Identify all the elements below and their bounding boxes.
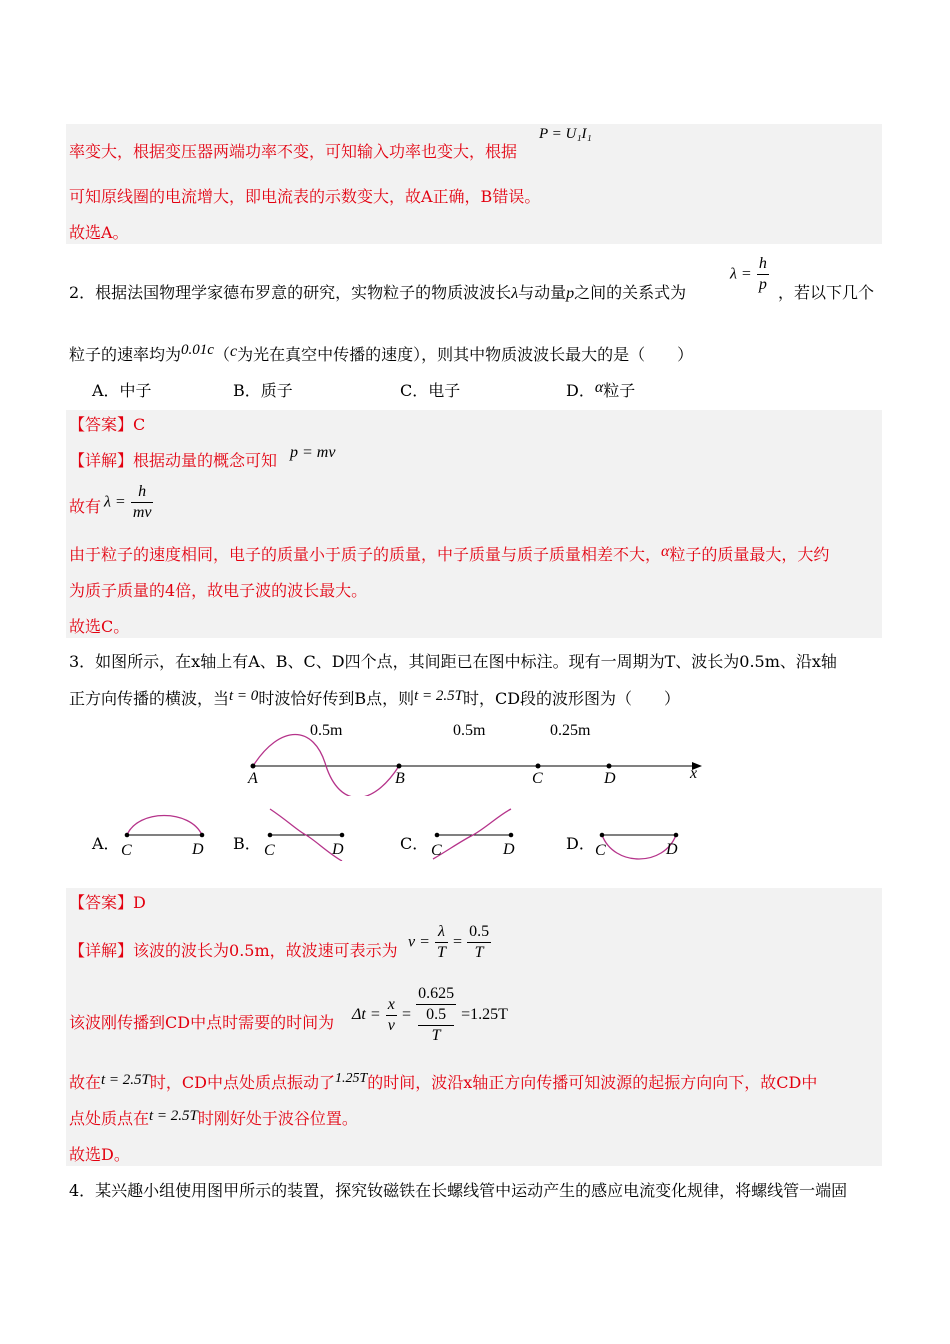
a2-lam-frac bbox=[131, 482, 154, 523]
svg-text:D: D bbox=[503, 841, 515, 858]
q2-option-a[interactable]: A．中子 bbox=[92, 381, 152, 400]
a3-dt-eq: = bbox=[401, 1006, 411, 1023]
q2-text2b: （ bbox=[213, 345, 230, 364]
q2-c: c bbox=[229, 343, 238, 360]
fig-dist-bc: 0.5m bbox=[453, 722, 486, 739]
a3-answer: 【答案】D bbox=[69, 893, 146, 912]
q2-speed: 0.01c bbox=[181, 342, 214, 358]
q2-text1d: ，若以下几个 bbox=[778, 283, 875, 302]
q3-option-c-diagram[interactable] bbox=[425, 805, 525, 861]
block1-formula: P = U₁I₁ bbox=[539, 126, 592, 142]
q2-option-b[interactable]: B．质子 bbox=[233, 381, 293, 400]
a2-answer: 【答案】C bbox=[69, 415, 146, 434]
fig-point-a bbox=[251, 764, 256, 769]
q3-line1: 3．如图所示，在x轴上有A、B、C、D四个点，其间距已在图中标注。现有一周期为T、波长为0.5m、沿x轴 bbox=[69, 652, 837, 671]
q2-p: p bbox=[566, 285, 575, 302]
q3-line2b: 时波恰好传到B点，则 bbox=[258, 689, 415, 708]
fig-label-x: x bbox=[690, 765, 698, 782]
fig-wave-curve bbox=[253, 735, 399, 797]
q3-option-a-diagram[interactable] bbox=[118, 805, 213, 861]
q3-wave-figure bbox=[240, 716, 710, 796]
a2-momentum: p = mv bbox=[290, 444, 336, 461]
q3-option-b-diagram[interactable] bbox=[258, 805, 353, 861]
q3-t0: t = 0 bbox=[229, 688, 259, 704]
fig-label-d: D bbox=[604, 770, 616, 787]
svg-text:D: D bbox=[332, 841, 344, 858]
fig-label-c: C bbox=[532, 770, 543, 787]
svg-text:C: C bbox=[264, 842, 275, 859]
block1-line3: 故选A。 bbox=[69, 223, 129, 242]
a2-explain1 bbox=[69, 544, 829, 567]
q2-line2 bbox=[69, 344, 693, 367]
q2-text1b: 与动量 bbox=[518, 283, 567, 302]
a2-alpha: α bbox=[661, 543, 670, 560]
a2-lam-num: h bbox=[131, 482, 154, 503]
a3-detail-text: 该波的波长为0.5m，故波速可表示为 bbox=[133, 941, 398, 960]
a3-line-b: 点处质点在t = 2.5T时刚好处于波谷位置。 bbox=[69, 1108, 358, 1128]
q2-text1c: 之间的关系式为 bbox=[574, 283, 687, 302]
a3-dt-result: =1.25T bbox=[461, 1006, 508, 1023]
q3-option-a-label[interactable]: A． bbox=[92, 834, 120, 853]
a2-detail bbox=[69, 450, 277, 472]
q2-rel-den: p bbox=[758, 276, 767, 293]
q2-option-d-label: D． bbox=[566, 381, 595, 400]
a2-explain1a: 由于粒子的速度相同，电子的质量小于质子的质量，中子质量与质子质量相差不大， bbox=[69, 545, 662, 564]
svg-text:C: C bbox=[431, 842, 442, 859]
fig-point-d bbox=[607, 764, 612, 769]
a3-v-eq: = bbox=[453, 933, 463, 951]
a2-lam-den: mv bbox=[132, 504, 152, 521]
a2-lambda-formula bbox=[104, 482, 153, 523]
fig-label-b: B bbox=[395, 770, 405, 787]
a2-choice: 故选C。 bbox=[69, 617, 130, 636]
fig-dist-ab: 0.5m bbox=[310, 722, 343, 739]
a2-detail-text: 根据动量的概念可知 bbox=[133, 451, 278, 470]
a3-detail-label: 【详解】 bbox=[69, 941, 134, 960]
a3-dt-frac1: $\frac{x}{v}$ bbox=[387, 995, 395, 1034]
fig-label-a: A bbox=[248, 770, 258, 787]
q2-text1a: 2．根据法国物理学家德布罗意的研究，实物粒子的物质波波长 bbox=[69, 283, 512, 302]
a3-v-frac1: $\frac{\lambda}{T}$ bbox=[437, 923, 446, 961]
fig-point-b bbox=[397, 764, 402, 769]
svg-text:C: C bbox=[595, 842, 606, 859]
q2-lambda: λ bbox=[511, 285, 519, 302]
q3-t1: t = 2.5T bbox=[414, 688, 463, 704]
fig-dist-cd: 0.25m bbox=[550, 722, 591, 739]
a3-dt-frac2: 0.625 0.5 T bbox=[418, 985, 455, 1044]
a3-velocity-formula bbox=[408, 922, 491, 963]
q2-rel-lhs: λ = bbox=[730, 265, 752, 283]
q3-option-d-label[interactable]: D． bbox=[566, 834, 595, 853]
a2-lam-lhs: λ = bbox=[104, 493, 126, 511]
q2-text2c: 为光在真空中传播的速度），则其中物质波波长最大的是（ ） bbox=[237, 345, 694, 364]
a3-line-a: 故在t = 2.5T时，CD中点处质点振动了1.25T的时间，波沿x轴正方向传播可知波源的起振方向向下，故CD中 bbox=[69, 1071, 818, 1092]
a3-v-lhs: v = bbox=[408, 933, 430, 951]
a2-explain2: 为质子质量的4倍，故电子波的波长最大。 bbox=[69, 581, 368, 600]
answer-panel-2 bbox=[66, 410, 882, 638]
a2-so: 故有 bbox=[69, 497, 102, 516]
a2-detail-label: 【详解】 bbox=[69, 451, 134, 470]
q2-option-d-tail: 粒子 bbox=[603, 381, 636, 400]
a3-choice: 故选D。 bbox=[69, 1145, 130, 1164]
a3-detail bbox=[69, 940, 398, 962]
q4-line1: 4．某兴趣小组使用图甲所示的装置，探究钕磁铁在长螺线管中运动产生的感应电流变化规律，将螺线管一端固 bbox=[69, 1181, 848, 1200]
q2-option-d[interactable] bbox=[566, 380, 635, 403]
fig-point-c bbox=[536, 764, 541, 769]
q3-option-c-label[interactable]: C． bbox=[400, 834, 429, 853]
q3-line2a: 正方向传播的横波，当 bbox=[69, 689, 230, 708]
q2-option-c[interactable]: C．电子 bbox=[400, 381, 461, 400]
svg-text:D: D bbox=[192, 841, 204, 858]
block1-line2: 可知原线圈的电流增大，即电流表的示数变大，故A正确，B错误。 bbox=[69, 187, 541, 206]
svg-text:D: D bbox=[666, 841, 678, 858]
q2-line1 bbox=[69, 282, 686, 305]
q2-relation bbox=[730, 254, 769, 295]
q3-line2 bbox=[69, 688, 680, 711]
svg-text:C: C bbox=[121, 842, 132, 859]
q2-text2a: 粒子的速率均为 bbox=[69, 345, 182, 364]
a3-dt-lhs: Δt = bbox=[352, 1006, 381, 1023]
q2-alpha: α bbox=[594, 379, 604, 396]
q2-rel-num: h bbox=[757, 254, 769, 275]
block1-line1: 率变大，根据变压器两端功率不变，可知输入功率也变大，根据 bbox=[69, 142, 518, 161]
q3-option-b-label[interactable]: B． bbox=[233, 834, 261, 853]
a3-v-frac2: $\frac{0.5}{T}$ bbox=[469, 923, 490, 961]
a3-dt-formula bbox=[352, 984, 508, 1046]
q2-rel-frac bbox=[757, 254, 769, 295]
a3-time-text: 该波刚传播到CD中点时需要的时间为 bbox=[69, 1013, 335, 1032]
a2-explain1b: 粒子的质量最大，大约 bbox=[669, 545, 830, 564]
q3-option-d-diagram[interactable] bbox=[592, 815, 687, 871]
q3-line2c: 时，CD段的波形图为（ ） bbox=[462, 689, 681, 708]
